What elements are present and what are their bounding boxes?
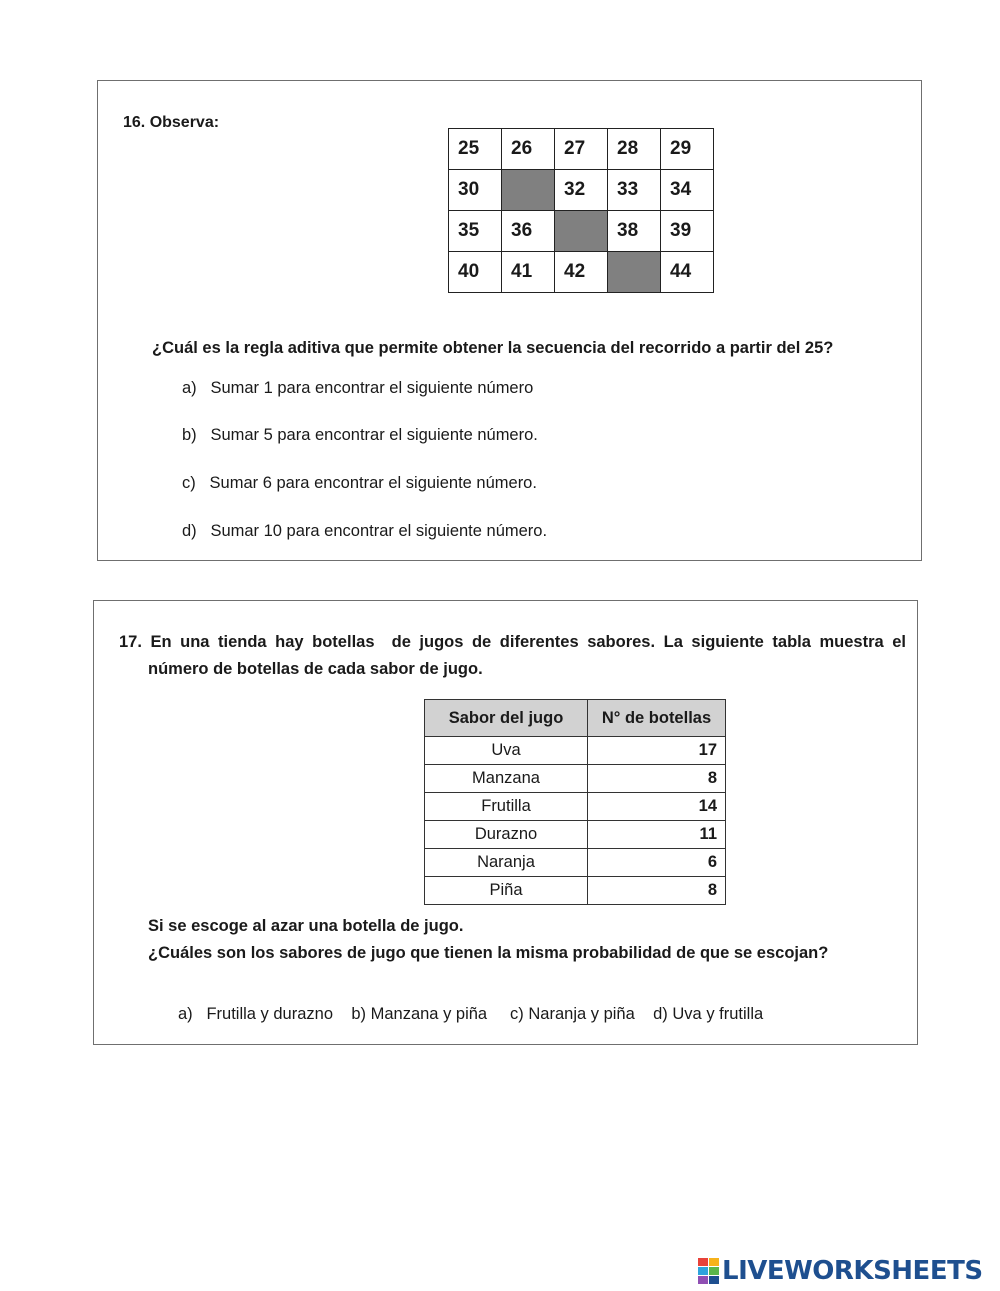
table-row xyxy=(425,737,726,765)
table-row xyxy=(425,765,726,793)
option-letter: c) xyxy=(182,474,196,492)
number-grid xyxy=(448,128,714,293)
grid-cell: 38 xyxy=(608,211,661,252)
question-17-options xyxy=(178,1005,763,1024)
grid-cell: 29 xyxy=(661,129,714,170)
grid-row xyxy=(449,170,714,211)
grid-cell: 42 xyxy=(555,252,608,293)
grid-cell: 36 xyxy=(502,211,555,252)
juice-table xyxy=(424,699,726,905)
grid-row xyxy=(449,252,714,293)
logo-block xyxy=(709,1267,719,1275)
option-text: Manzana y piña xyxy=(370,1005,488,1023)
count-cell: 17 xyxy=(588,737,726,765)
grid-cell: 34 xyxy=(661,170,714,211)
option-text: Sumar 10 para encontrar el siguiente número. xyxy=(210,522,548,540)
flavor-cell: Durazno xyxy=(425,821,588,849)
option-letter: b) xyxy=(182,426,197,444)
logo-block xyxy=(698,1276,708,1284)
grid-row xyxy=(449,129,714,170)
option-d[interactable] xyxy=(182,522,547,541)
grid-cell-shaded xyxy=(608,252,661,293)
grid-cell: 39 xyxy=(661,211,714,252)
option-text: Sumar 6 para encontrar el siguiente número. xyxy=(209,474,537,492)
logo-block xyxy=(698,1258,708,1266)
count-cell: 6 xyxy=(588,849,726,877)
grid-cell: 25 xyxy=(449,129,502,170)
count-cell: 14 xyxy=(588,793,726,821)
option-text: Frutilla y durazno xyxy=(206,1005,333,1023)
logo-block xyxy=(698,1267,708,1275)
flavor-cell: Naranja xyxy=(425,849,588,877)
option-letter: d) xyxy=(653,1005,668,1023)
table-header-count: N° de botellas xyxy=(588,700,726,737)
question-16-box xyxy=(97,80,922,561)
option-letter: d) xyxy=(182,522,197,540)
table-row xyxy=(425,793,726,821)
grid-cell: 30 xyxy=(449,170,502,211)
flavor-cell: Frutilla xyxy=(425,793,588,821)
grid-cell: 44 xyxy=(661,252,714,293)
grid-cell: 33 xyxy=(608,170,661,211)
grid-cell: 40 xyxy=(449,252,502,293)
logo-icon xyxy=(698,1258,719,1284)
count-cell: 8 xyxy=(588,877,726,905)
table-row xyxy=(425,849,726,877)
option-letter: b) xyxy=(351,1005,367,1023)
question-17-prompt-line2: ¿Cuáles son los sabores de jugo que tienen la misma probabilidad de que se escojan? xyxy=(148,944,829,962)
grid-cell: 32 xyxy=(555,170,608,211)
count-cell: 8 xyxy=(588,765,726,793)
question-17-box xyxy=(93,600,918,1045)
flavor-cell: Manzana xyxy=(425,765,588,793)
option-text: Uva y frutilla xyxy=(672,1005,764,1023)
question-16-prompt: ¿Cuál es la regla aditiva que permite obtener la secuencia del recorrido a partir del 25? xyxy=(152,339,834,357)
grid-cell: 26 xyxy=(502,129,555,170)
option-letter: a) xyxy=(182,379,197,397)
grid-cell: 41 xyxy=(502,252,555,293)
option-a[interactable] xyxy=(178,1005,333,1023)
table-row xyxy=(425,821,726,849)
logo-block xyxy=(709,1276,719,1284)
flavor-cell: Piña xyxy=(425,877,588,905)
logo-text: LIVEWORKSHEETS xyxy=(722,1256,983,1286)
grid-cell: 28 xyxy=(608,129,661,170)
option-text: Sumar 5 para encontrar el siguiente número. xyxy=(210,426,538,444)
option-c[interactable] xyxy=(510,1005,635,1023)
option-b[interactable] xyxy=(351,1005,487,1023)
option-a[interactable] xyxy=(182,379,533,398)
flavor-cell: Uva xyxy=(425,737,588,765)
grid-cell-shaded xyxy=(555,211,608,252)
grid-row xyxy=(449,211,714,252)
question-17-intro-line1: 17. En una tienda hay botellas de jugos de diferentes sabores. La siguiente tabla muestra el xyxy=(119,633,906,651)
question-17-prompt-line1: Si se escoge al azar una botella de jugo. xyxy=(148,917,464,935)
liveworksheets-logo xyxy=(698,1256,983,1286)
option-text: Naranja y piña xyxy=(528,1005,635,1023)
option-c[interactable] xyxy=(182,474,537,493)
option-text: Sumar 1 para encontrar el siguiente número xyxy=(210,379,534,397)
table-header-flavor: Sabor del jugo xyxy=(425,700,588,737)
option-letter: c) xyxy=(510,1005,524,1023)
count-cell: 11 xyxy=(588,821,726,849)
question-16-title: 16. Observa: xyxy=(123,114,220,131)
option-b[interactable] xyxy=(182,426,538,445)
table-row xyxy=(425,877,726,905)
grid-cell: 27 xyxy=(555,129,608,170)
question-17-intro-line2: número de botellas de cada sabor de jugo. xyxy=(148,660,483,678)
logo-block xyxy=(709,1258,719,1266)
grid-cell: 35 xyxy=(449,211,502,252)
grid-cell-shaded xyxy=(502,170,555,211)
option-d[interactable] xyxy=(653,1005,763,1023)
option-letter: a) xyxy=(178,1005,193,1023)
